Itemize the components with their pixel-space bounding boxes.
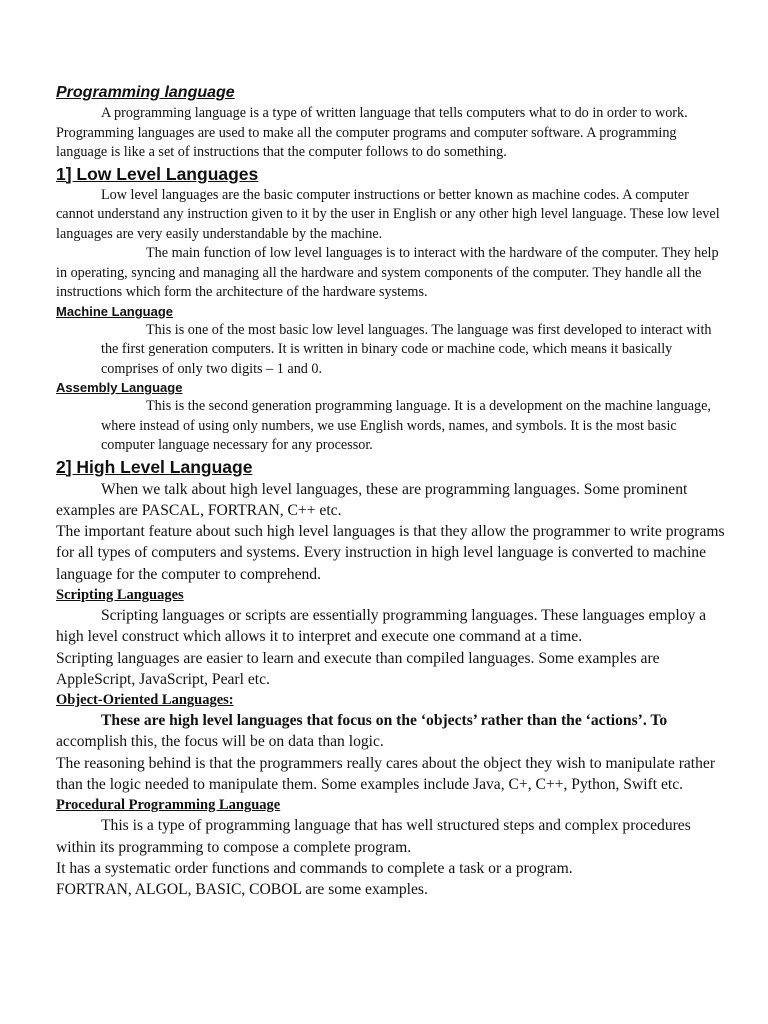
assembly-language-paragraph: This is the second generation programming language. It is a development on the machine language, where instead of using only numbers, we use English words, names, and symbols. It is the most basic computer language necessary for any processor.: [101, 398, 711, 453]
high-level-paragraph-2: The important feature about such high level languages is that they allow the programmer to write programs for all types of computers and systems. Every instruction in high level language is converted to machine language for the computer to comprehend.: [56, 523, 725, 583]
scripting-paragraph-1: Scripting languages or scripts are essentially programming languages. These languages employ a high level construct which allows it to interpret and execute one command at a time.: [56, 606, 707, 646]
machine-language-paragraph: This is one of the most basic low level languages. The language was first developed to interact with the first generation computers. It is written in binary code or machine code, which means it basically comprises of only two digits – 1 and 0.: [101, 321, 712, 377]
object-oriented-lead: These are high level languages that focus on the ‘objects’ rather than the ‘actions’. To: [101, 712, 668, 730]
procedural-heading: Procedural Programming Language: [56, 797, 281, 814]
scripting-paragraph-2: Scripting languages are easier to learn and execute than compiled languages. Some examples are AppleScript, JavaScript, Pearl etc.: [56, 649, 660, 688]
object-oriented-lead-rest: accomplish this, the focus will be on data than logic.: [56, 733, 384, 751]
low-level-heading: 1] Low Level Languages: [56, 163, 259, 184]
procedural-paragraph-2: It has a systematic order functions and commands to complete a task or a program.: [56, 859, 573, 877]
assembly-language-heading: Assembly Language: [56, 380, 183, 395]
document-body: [56, 82, 728, 901]
procedural-paragraph-1: This is a type of programming language that has well structured steps and complex procedures within its programming to compose a complete program.: [56, 817, 691, 856]
object-oriented-paragraph-1: [56, 710, 728, 753]
high-level-paragraph-1: When we talk about high level languages, these are programming languages. Some prominent examples are PASCAL, FORTRAN, C++ etc.: [56, 480, 688, 519]
high-level-heading: 2] High Level Language: [56, 456, 253, 477]
procedural-paragraph-3: FORTRAN, ALGOL, BASIC, COBOL are some examples.: [56, 881, 428, 899]
object-oriented-paragraph-2: The reasoning behind is that the programmers really cares about the object they wish to manipulate rather than the logic needed to manipulate them. Some examples include Java, C+, C++, Python, Swift etc.: [56, 754, 716, 794]
low-level-paragraph-2: The main function of low level languages is to interact with the hardware of the computer. They help in operating, syncing and managing all the hardware and system components of the computer. They handle all the instructions which form the architecture of the hardware systems.: [56, 245, 719, 300]
low-level-paragraph-1: Low level languages are the basic computer instructions or better known as machine codes. A computer cannot understand any instruction given to it by the user in English or any other high level language. These low level languages are very easily understandable by the machine.: [56, 186, 720, 242]
object-oriented-heading: Object-Oriented Languages:: [56, 692, 234, 709]
intro-paragraph: A programming language is a type of written language that tells computers what to do in order to work. Programming languages are used to make all the computer programs and computer software. A programming language is like a set of instructions that the computer follows to do something.: [56, 105, 688, 160]
machine-language-heading: Machine Language: [56, 303, 174, 319]
page-title: Programming language: [56, 84, 235, 101]
scripting-languages-heading: Scripting Languages: [56, 586, 184, 603]
